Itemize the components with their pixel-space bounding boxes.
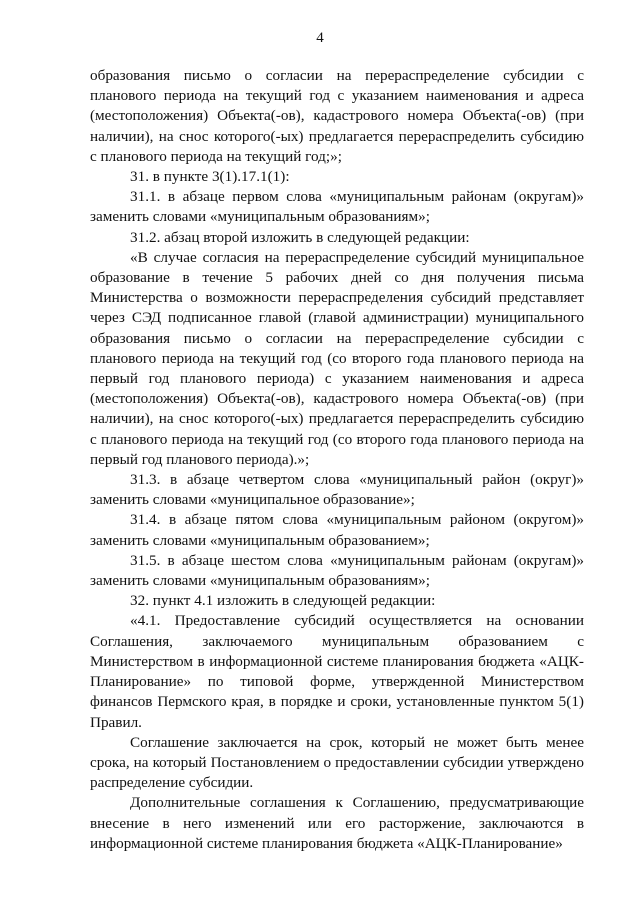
paragraph: образования письмо о согласии на перераспределение субсидии с планового периода на текущий год с указанием наименования и адреса (местоположения) Объекта(-ов), кадастрового номера Объекта(-ов) (при наличии), на снос которого(-ых) предлагается перераспределить субсидию с планового периода на текущий год;»;: [90, 67, 584, 165]
document-body: [90, 66, 584, 854]
paragraph: 31. в пункте 3(1).17.1(1):: [130, 168, 290, 186]
paragraph: Соглашение заключается на срок, который не может быть менее срока, на который Постановлением о предоставлении субсидии утверждено распределение субсидии.: [90, 733, 584, 792]
page-number: 4: [316, 30, 324, 46]
paragraph: 31.3. в абзаце четвертом слова «муниципальный район (округ)» заменить словами «муниципальное образование»;: [90, 471, 584, 509]
paragraph: «4.1. Предоставление субсидий осуществляется на основании Соглашения, заключаемого муниципальным образованием с Министерством в информационной системе планирования бюджета «АЦК-Планирование» по типовой форме, утвержденной Министерством финансов Пермского края, в порядке и сроки, установленные пунктом 5(1) Правил.: [90, 612, 584, 731]
paragraph: «В случае согласия на перераспределение субсидий муниципальное образование в течение 5 рабочих дней со дня получения письма Министерства о возможности перераспределения субсидий представляет через СЭД подписанное главой (главой администрации) муниципального образования письмо о согласии на перераспределение субсидии с планового периода на текущий год (со второго года планового периода на первый год планового периода) с указанием наименования и адреса (местоположения) Объекта(-ов), кадастрового номера Объекта(-ов) (при наличии), на снос которого(-ых) предлагается перераспределить субсидию с планового периода на текущий год (со второго года планового периода на первый год планового периода).»;: [90, 248, 584, 468]
paragraph: 31.4. в абзаце пятом слова «муниципальным районом (округом)» заменить словами «муниципальным образованием»;: [90, 511, 584, 549]
paragraph: 31.5. в абзаце шестом слова «муниципальным районам (округам)» заменить словами «муниципальным образованиям»;: [90, 551, 584, 590]
paragraph: 32. пункт 4.1 изложить в следующей редакции:: [130, 592, 436, 610]
paragraph: 31.2. абзац второй изложить в следующей редакции:: [130, 228, 470, 246]
paragraph: 31.1. в абзаце первом слова «муниципальным районам (округам)» заменить словами «муниципальным образованиям»;: [90, 188, 584, 226]
paragraph: Дополнительные соглашения к Соглашению, предусматривающие внесение в него изменений или его расторжение, заключаются в информационной системе планирования бюджета «АЦК-Планирование»: [90, 794, 584, 852]
